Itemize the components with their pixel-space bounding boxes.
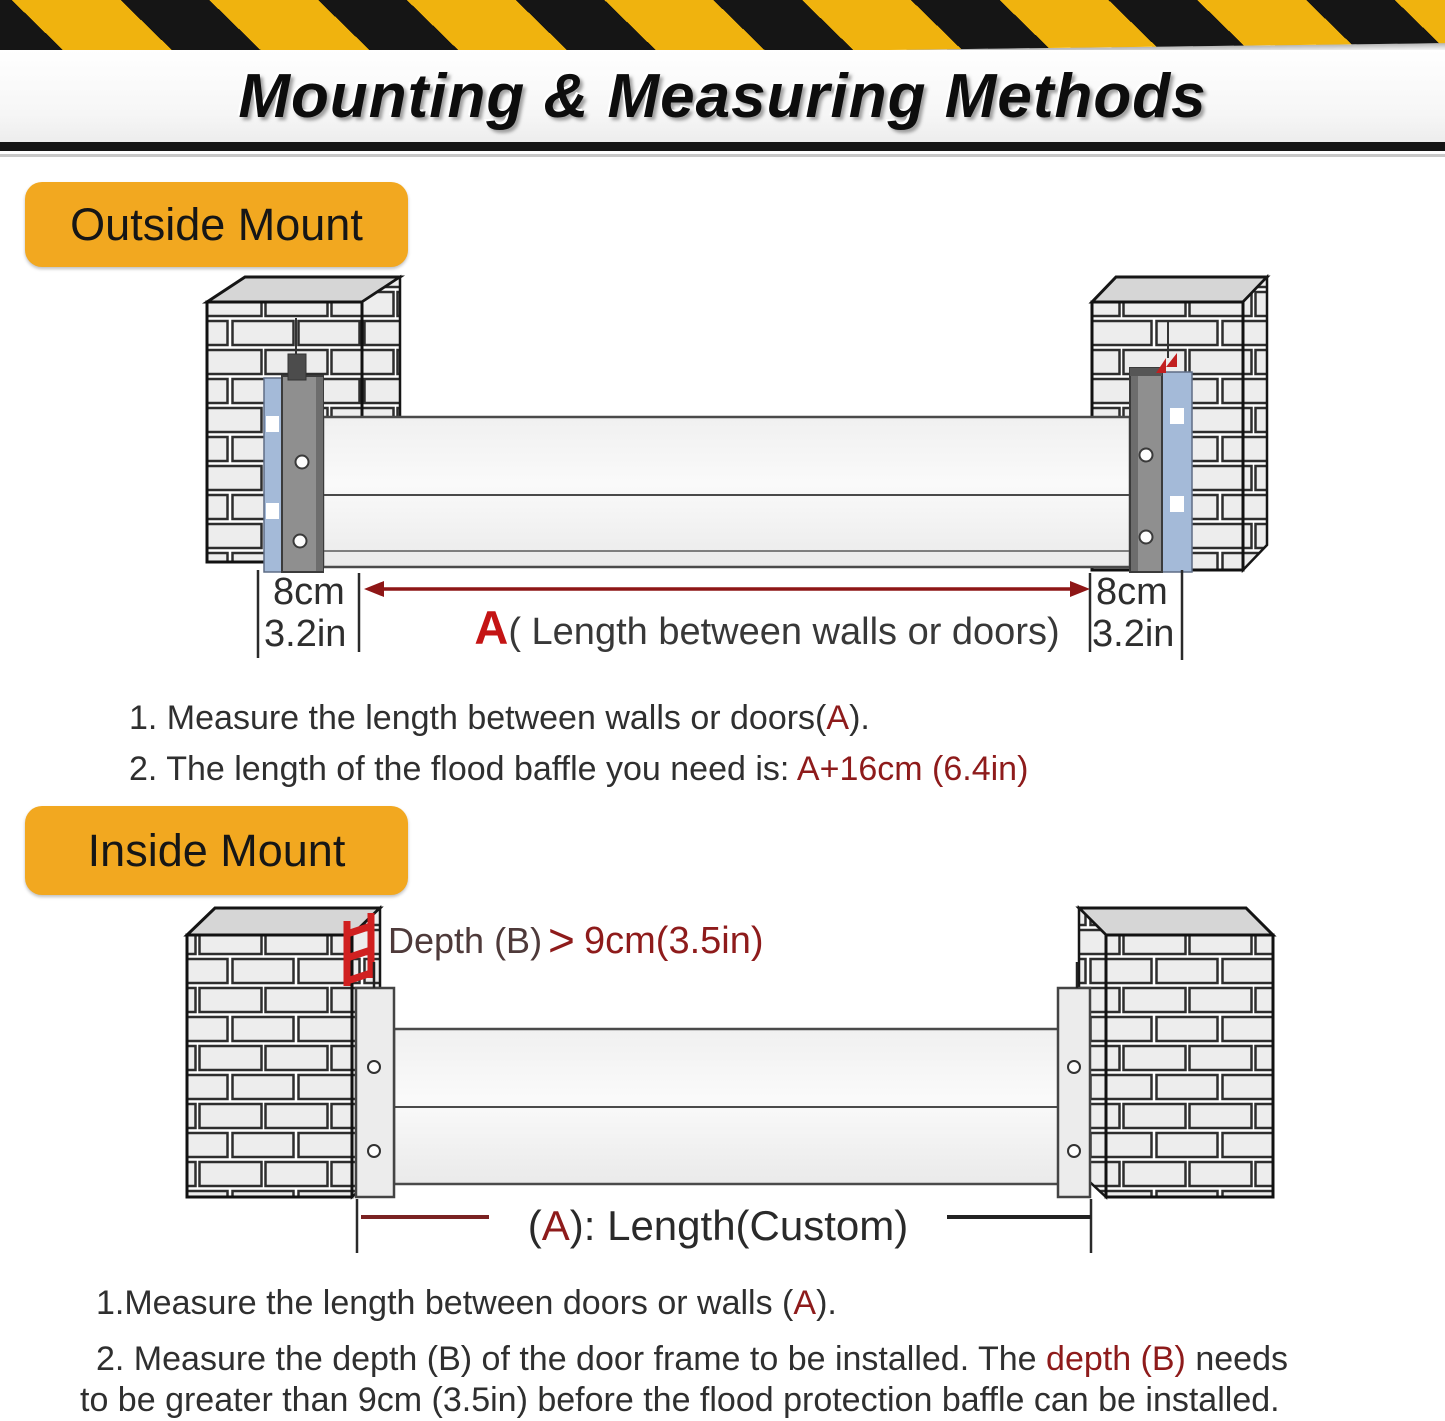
depth-value-text: 9cm(3.5in): [584, 920, 764, 962]
mount-post-shade: [316, 377, 323, 571]
screw-hole: [296, 456, 309, 469]
inside-mount-diagram: [0, 900, 1445, 1260]
pillar-front-face: [187, 935, 352, 1197]
page-title: Mounting & Measuring Methods: [238, 61, 1207, 131]
pillar-top-face: [1092, 277, 1267, 302]
outside-left-mount: [264, 354, 323, 572]
right-rail: [1058, 988, 1090, 1197]
outside-mount-diagram: [0, 262, 1445, 672]
span-arrowhead-right: [1070, 581, 1090, 597]
inside-steps: [80, 1284, 1288, 1420]
inside-step-1: 1.Measure the length between doors or walls (A).: [96, 1284, 837, 1322]
mount-post-shade: [1131, 369, 1138, 571]
outside-steps: [129, 693, 1028, 795]
outside-mount-label-text: Outside Mount: [70, 198, 363, 250]
seal-tab: [1170, 408, 1184, 424]
flood-barrier: [394, 1029, 1062, 1184]
inside-left-pillar: [187, 908, 380, 1197]
screw-hole: [1068, 1145, 1080, 1157]
mount-post-tab: [288, 354, 306, 380]
inside-dimensions: [357, 1199, 1091, 1253]
screw-hole: [294, 535, 307, 548]
inside-right-pillar: [1079, 908, 1273, 1197]
seal-strip-blue: [264, 378, 282, 572]
screw-hole: [368, 1145, 380, 1157]
span-arrowhead-left: [364, 581, 384, 597]
header-rule-dark: [0, 142, 1445, 151]
screw-hole: [1068, 1061, 1080, 1073]
screw-hole: [1140, 531, 1153, 544]
screw-hole: [368, 1061, 380, 1073]
title-bar: [0, 50, 1445, 142]
barrier-body: [323, 417, 1130, 567]
right-margin-cm: 8cm: [1096, 571, 1168, 613]
left-rail: [356, 988, 394, 1197]
outside-right-mount: [1130, 353, 1192, 572]
flood-barrier: [323, 417, 1130, 567]
depth-label-text: Depth (B): [388, 920, 543, 961]
header-rule-gray: [0, 154, 1445, 157]
outside-dimensions: [258, 570, 1182, 660]
screw-hole: [1140, 449, 1153, 462]
depth-gt-sign: >: [548, 914, 575, 966]
header-banner: [0, 0, 1445, 160]
span-label: A( Length between walls or doors): [474, 601, 1060, 654]
seal-tab: [266, 416, 279, 432]
inside-mount-label-text: Inside Mount: [87, 824, 346, 876]
outside-step-1: 1. Measure the length between walls or doors(A).: [129, 699, 870, 737]
pillar-side-face: [1243, 277, 1267, 570]
depth-label: [388, 914, 764, 966]
inside-step-2: 2. Measure the depth (B) of the door frame to be installed. The depth (B) needs: [96, 1340, 1288, 1378]
seal-tab: [266, 503, 279, 519]
right-margin-in: 3.2in: [1092, 613, 1175, 655]
inside-step-2-cont: to be greater than 9cm (3.5in) before the flood protection baffle can be installed.: [80, 1381, 1280, 1419]
outside-mount-label: [25, 182, 408, 267]
left-margin-in: 3.2in: [264, 613, 347, 655]
left-margin-cm: 8cm: [273, 571, 345, 613]
outside-step-2: 2. The length of the flood baffle you need is: A+16cm (6.4in): [129, 750, 1029, 788]
length-label: (A): Length(Custom): [527, 1202, 909, 1249]
seal-strip-blue: [1162, 372, 1192, 572]
pillar-top-face: [1079, 908, 1273, 935]
inside-mount-label: [25, 806, 408, 895]
seal-tab: [1170, 496, 1184, 512]
pillar-front-face: [1106, 935, 1273, 1197]
